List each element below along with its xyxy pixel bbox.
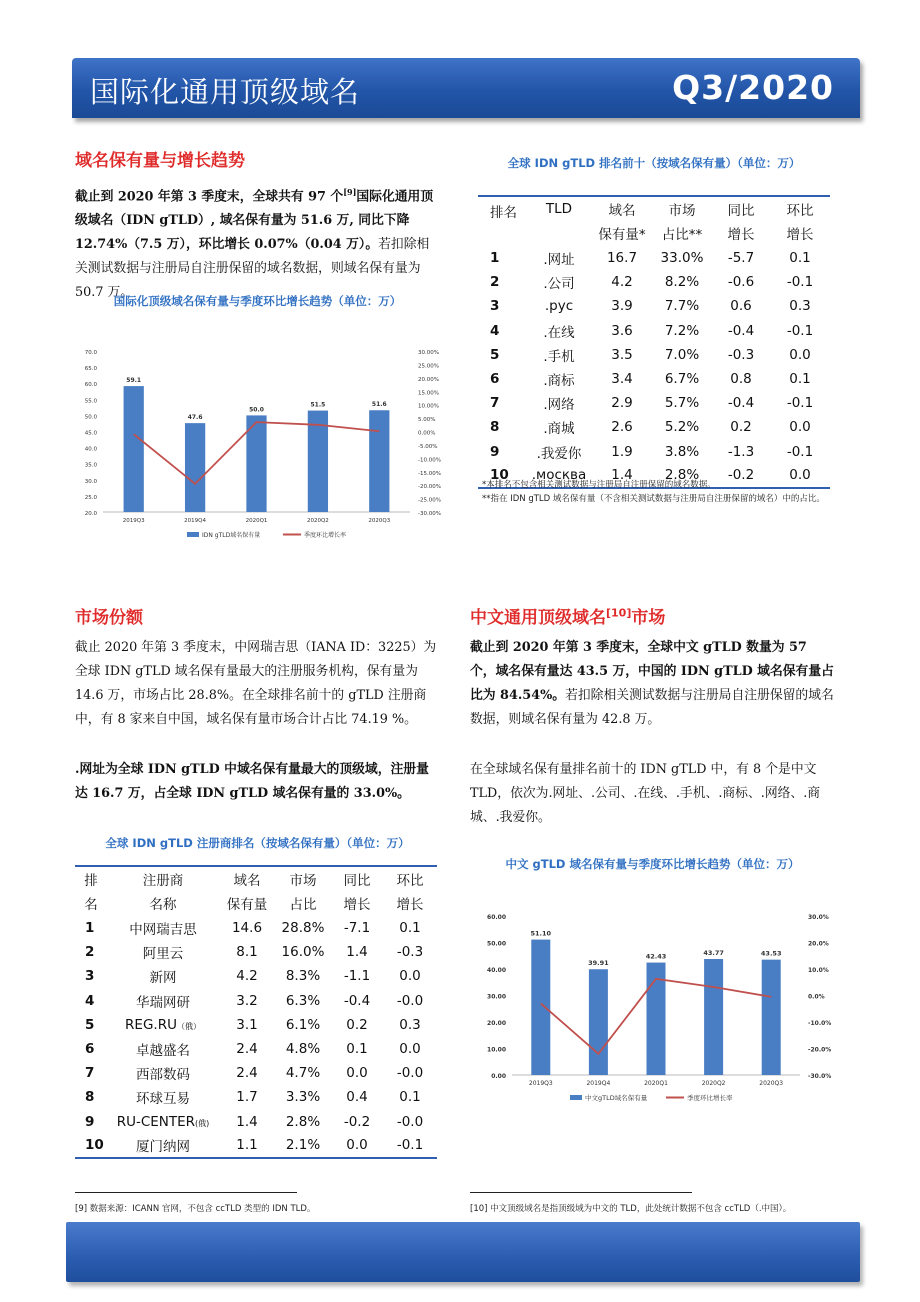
table1-cell: -0.1 xyxy=(786,274,814,291)
table2-cell: 中网瑞吉思 xyxy=(129,922,197,939)
y2-tick-label: -5.00% xyxy=(418,443,438,450)
table-row xyxy=(478,246,830,270)
table2-cell: 0.0 xyxy=(331,1134,383,1158)
y2-tick-label: 0.0% xyxy=(808,993,825,1001)
table1-cell: .рус xyxy=(544,298,574,315)
chart2-title: 中文 gTLD 域名保有量与季度环比增长趋势（单位：万） xyxy=(505,857,800,871)
table2-cell: 卓越盛名 xyxy=(136,1043,190,1060)
table2-cell: -1.1 xyxy=(343,968,371,985)
table2-cell: 0.3 xyxy=(399,1016,421,1033)
bar xyxy=(185,423,205,512)
legend-line-label: 季度环比增长率 xyxy=(687,1094,733,1102)
table1-cell: 3 xyxy=(490,298,500,315)
table2-cell: 0.0 xyxy=(399,1041,421,1058)
table1-cell: 33.0% xyxy=(660,250,704,267)
table1-cell: 8.2% xyxy=(664,274,700,291)
y2-tick-label: 10.0% xyxy=(808,967,829,974)
table1-cell: .我爱你 xyxy=(536,445,582,462)
th-qoq-2: 增长 xyxy=(786,227,814,243)
table2-cell: -0.4 xyxy=(343,992,371,1009)
table1-cell: -0.1 xyxy=(786,322,814,339)
y-tick-label: 55.0 xyxy=(84,398,97,405)
table2-cell: 新网 xyxy=(149,970,177,987)
th2-name-2: 名称 xyxy=(149,897,177,913)
table2-cell: 华瑞网研 xyxy=(136,994,190,1011)
bar xyxy=(704,959,723,1075)
th-holdings-2: 保有量* xyxy=(598,227,646,243)
bar-data-label: 43.53 xyxy=(760,949,782,958)
table2-cell: 6.3% xyxy=(285,992,321,1009)
table2-cell: RU-CENTER(俄) xyxy=(116,1113,210,1130)
market-share-paragraph: 截止 2020 年第 3 季度末，中网瑞吉思（IANA ID：3225）为全球 IDN gTLD 域名保有量最大的注册服务机构，保有量为 14.6 万，市场占比 28.8%。在全球排名前十的 gTLD 注册商中，有 8 家来自中国，域名保有量市场合计占比 74.19 %。 xyxy=(75,640,437,727)
table1-title: 全球 IDN gTLD 排名前十（按域名保有量）（单位：万） xyxy=(507,156,801,170)
table2-cell: 14.6 xyxy=(231,920,263,937)
table2-cell: 4.2 xyxy=(236,968,258,985)
table2-cell: 2 xyxy=(85,944,95,961)
x-tick-label: 2020Q1 xyxy=(644,1080,668,1087)
legend-bar-label: 中文gTLD域名保有量 xyxy=(585,1094,648,1102)
wangzhi-paragraph: .网址为全球 IDN gTLD 中域名保有量最大的顶级域，注册量达 16.7 万，占全球 IDN gTLD 域名保有量的 33.0%。 xyxy=(75,762,429,801)
y2-tick-label: -20.0% xyxy=(808,1046,832,1054)
y-tick-label: 20.0 xyxy=(84,511,97,517)
y-tick-label: 45.0 xyxy=(84,430,97,437)
table2-cell: -0.1 xyxy=(383,1134,437,1158)
table1-cell: 0.1 xyxy=(789,250,811,267)
table2-cell: 5 xyxy=(85,1016,95,1033)
table1-cell: -0.1 xyxy=(786,443,814,460)
table1-cell: -5.7 xyxy=(727,250,755,267)
table1-cell: 6 xyxy=(490,371,500,388)
x-tick-label: 2020Q3 xyxy=(759,1080,784,1087)
table-row xyxy=(75,964,437,988)
table-row xyxy=(75,940,437,964)
table1-note-1: *本排名不包含相关测试数据与注册局自注册保留的域名数据。 xyxy=(482,480,716,490)
table1-cell: -0.6 xyxy=(727,274,755,291)
th2-yoy-2: 增长 xyxy=(343,897,371,913)
table1-cell: 0.8 xyxy=(730,371,752,388)
footnote-rule-left xyxy=(75,1192,297,1193)
th-holdings-1: 域名 xyxy=(592,196,652,220)
table2-cell: 1.4 xyxy=(346,944,368,961)
y2-tick-label: 20.00% xyxy=(418,376,439,383)
top10-tld-table xyxy=(478,195,830,489)
table1-cell: 0.0 xyxy=(789,346,811,363)
table-row xyxy=(478,319,830,343)
table2-cell: 2.4 xyxy=(236,1065,258,1082)
table1-cell: -0.2 xyxy=(712,464,770,488)
table-row xyxy=(75,989,437,1013)
table2-cell: 2.1% xyxy=(275,1134,331,1158)
page-footer xyxy=(66,1222,860,1282)
y-tick-label: 10.00 xyxy=(487,1046,506,1054)
header-title: 国际化通用顶级域名 xyxy=(90,75,361,109)
x-tick-label: 2019Q3 xyxy=(528,1080,553,1087)
table1-cell: .商城 xyxy=(543,421,575,438)
table1-cell: 4 xyxy=(490,322,500,339)
y2-tick-label: 25.00% xyxy=(418,363,439,370)
table2-cell: -0.0 xyxy=(396,992,424,1009)
y-tick-label: 35.0 xyxy=(84,462,97,469)
table-row xyxy=(478,270,830,294)
th2-rank-1: 排 xyxy=(75,866,107,890)
table1-cell: .在线 xyxy=(543,324,575,341)
table-row xyxy=(478,343,830,367)
table1-cell: -0.4 xyxy=(727,395,755,412)
table2-cell: 西部数码 xyxy=(136,1067,190,1084)
table2-cell: 4 xyxy=(85,992,95,1009)
table2-cell: 0.4 xyxy=(346,1089,368,1106)
table2-cell: 10 xyxy=(75,1134,107,1158)
th-share-2: 占比** xyxy=(661,227,703,243)
table1-cell: -0.1 xyxy=(786,395,814,412)
chinese-top10-paragraph: 在全球域名保有量排名前十的 IDN gTLD 中，有 8 个是中文 TLD，依次为.网址、.公司、.在线、.手机、.商标、.网络、.商城、.我爱你。 xyxy=(470,762,821,825)
chart1-title: 国际化顶级域名保有量与季度环比增长趋势（单位：万） xyxy=(113,294,402,308)
table1-cell: 10 xyxy=(478,464,526,488)
section-title-chinese-gtld: 中文通用顶级域名[10]市场 xyxy=(470,606,666,628)
table2-cell: 0.1 xyxy=(346,1041,368,1058)
chinese-gtld-paragraph: 截止到 2020 年第 3 季度末，全球中文 gTLD 数量为 57 个，域名保有量达 43.5 万，中国的 IDN gTLD 域名保有量占比为 84.54%。若扣除相关测试数据与注册局自注册保留的域名数据，则域名保有量为 42.8 万。 xyxy=(470,640,834,727)
table2-cell: 1.4 xyxy=(236,1113,258,1130)
table1-cell: 1.4 xyxy=(592,464,652,488)
y2-tick-label: 0.00% xyxy=(418,430,436,437)
y-tick-label: 30.0 xyxy=(84,478,97,485)
x-tick-label: 2019Q4 xyxy=(184,518,207,524)
table2-cell: 0.1 xyxy=(399,1089,421,1106)
table2-cell: 3.2 xyxy=(236,992,258,1009)
table1-cell: 2.9 xyxy=(611,395,633,412)
table1-cell: -0.3 xyxy=(727,346,755,363)
table1-cell: 2 xyxy=(490,274,500,291)
th-tld: TLD xyxy=(526,196,592,246)
table1-cell: 7.0% xyxy=(664,346,700,363)
section-title-market-share: 市场份额 xyxy=(75,608,143,628)
bar xyxy=(369,410,389,512)
bar xyxy=(589,969,608,1075)
y-tick-label: 60.0 xyxy=(84,382,97,389)
table2-cell: -0.2 xyxy=(343,1113,371,1130)
table2-cell: 1.7 xyxy=(236,1089,258,1106)
table2-cell: -0.3 xyxy=(396,944,424,961)
table2-cell: 2.8% xyxy=(285,1113,321,1130)
legend-bar-swatch xyxy=(187,532,199,537)
y2-tick-label: -20.00% xyxy=(418,484,441,491)
table2-cell: 3 xyxy=(85,968,95,985)
legend-line-label: 季度环比增长率 xyxy=(304,532,347,539)
table1-cell: 0.0 xyxy=(789,419,811,436)
bar-data-label: 51.6 xyxy=(371,401,387,409)
table2-cell: 3.3% xyxy=(285,1089,321,1106)
table-row xyxy=(478,367,830,391)
table-row xyxy=(75,1061,437,1085)
table-row xyxy=(75,1013,437,1037)
x-tick-label: 2020Q2 xyxy=(306,518,329,524)
table1-cell: 7.2% xyxy=(664,322,700,339)
table-row xyxy=(478,415,830,439)
th2-share-2: 占比 xyxy=(289,897,317,913)
th2-name-1: 注册商 xyxy=(107,866,219,890)
table-row xyxy=(75,1110,437,1134)
chart1 xyxy=(75,340,450,550)
th2-holdings-2: 保有量 xyxy=(226,897,268,913)
y2-tick-label: 15.00% xyxy=(418,390,439,397)
y2-tick-label: -15.00% xyxy=(418,470,441,477)
table2-cell: 8.3% xyxy=(285,968,321,985)
y-tick-label: 65.0 xyxy=(84,366,97,373)
bar-data-label: 39.91 xyxy=(588,959,609,968)
table2-cell: 0.2 xyxy=(346,1016,368,1033)
th2-rank-2: 名 xyxy=(84,897,98,913)
table1-cell: 1 xyxy=(490,250,500,267)
table2-title: 全球 IDN gTLD 注册商排名（按域名保有量）（单位：万） xyxy=(105,836,410,850)
footnote-9: [9] 数据来源：ICANN 官网，不包含 ccTLD 类型的 IDN TLD。 xyxy=(75,1204,316,1214)
table1-cell: .商标 xyxy=(543,373,575,390)
table1-cell: 6.7% xyxy=(664,371,700,388)
table2-cell: 28.8% xyxy=(281,920,325,937)
table-row xyxy=(478,294,830,318)
footnote-rule-right xyxy=(470,1192,692,1193)
table1-cell: .网络 xyxy=(543,397,575,414)
table1-cell: .网址 xyxy=(543,252,575,269)
th-yoy-1: 同比 xyxy=(712,196,770,220)
th-yoy-2: 增长 xyxy=(727,227,755,243)
bar-data-label: 50.0 xyxy=(249,406,264,414)
table1-cell: 0.0 xyxy=(770,464,830,488)
bar-data-label: 47.6 xyxy=(187,414,203,422)
header-quarter: Q3/2020 xyxy=(672,68,834,107)
table1-cell: -1.3 xyxy=(727,443,755,460)
table1-cell: 5.7% xyxy=(664,395,700,412)
y-tick-label: 30.00 xyxy=(487,993,506,1001)
th-rank: 排名 xyxy=(478,196,526,246)
table1-cell: 1.9 xyxy=(611,443,633,460)
y-tick-label: 70.0 xyxy=(84,350,97,356)
registrar-table xyxy=(75,865,437,1159)
table-row xyxy=(478,440,830,464)
y2-tick-label: -10.0% xyxy=(808,1020,832,1027)
y2-tick-label: 20.0% xyxy=(808,940,829,948)
table1-cell: 2.8% xyxy=(652,464,712,488)
bar-data-label: 51.5 xyxy=(310,401,326,409)
table1-cell: 5.2% xyxy=(664,419,700,436)
table2-cell: -0.0 xyxy=(396,1113,424,1130)
table1-cell: 7.7% xyxy=(664,298,700,315)
x-tick-label: 2019Q3 xyxy=(122,518,145,524)
th2-qoq-2: 增长 xyxy=(396,897,424,913)
table1-cell: -0.4 xyxy=(727,322,755,339)
table2-cell: 7 xyxy=(85,1065,95,1082)
bar xyxy=(762,960,781,1075)
table2-cell: 1 xyxy=(85,920,95,937)
table1-cell: 7 xyxy=(490,395,500,412)
table-row xyxy=(75,1085,437,1109)
table2-cell: 8.1 xyxy=(236,944,258,961)
y2-tick-label: 5.00% xyxy=(418,417,436,424)
table2-cell: 6 xyxy=(85,1041,95,1058)
page-header xyxy=(72,58,860,118)
y-tick-label: 60.00 xyxy=(487,914,506,921)
y-tick-label: 25.0 xyxy=(84,494,97,501)
table1-cell: 0.1 xyxy=(789,371,811,388)
y-tick-label: 20.00 xyxy=(487,1020,506,1027)
table2-cell: 环球互易 xyxy=(136,1091,190,1108)
table1-cell: .москва xyxy=(526,464,592,488)
bar xyxy=(124,386,144,512)
table2-cell: 2.4 xyxy=(236,1041,258,1058)
table1-cell: 8 xyxy=(490,419,500,436)
table1-cell: .手机 xyxy=(543,348,575,365)
table1-cell: 3.9 xyxy=(611,298,633,315)
y2-tick-label: 10.00% xyxy=(418,403,439,410)
y-tick-label: 40.0 xyxy=(84,446,97,453)
x-tick-label: 2020Q1 xyxy=(245,518,268,524)
table2-cell: 8 xyxy=(85,1089,95,1106)
table1-cell: 0.2 xyxy=(730,419,752,436)
y2-tick-label: -30.00% xyxy=(418,511,441,517)
th2-qoq-1: 环比 xyxy=(383,866,437,890)
bar-data-label: 51.10 xyxy=(530,929,552,938)
table1-cell: 0.6 xyxy=(730,298,752,315)
table-row xyxy=(75,1037,437,1061)
x-tick-label: 2020Q3 xyxy=(368,518,391,524)
y2-tick-label: 30.00% xyxy=(418,350,439,356)
table1-cell: 9 xyxy=(490,443,500,460)
table1-cell: .公司 xyxy=(543,276,575,293)
x-tick-label: 2020Q2 xyxy=(701,1080,726,1087)
bar-data-label: 43.77 xyxy=(703,949,724,958)
table2-cell: 1.1 xyxy=(219,1134,275,1158)
legend-bar-label: IDN gTLD域名保有量 xyxy=(202,532,261,539)
table1-note-2: **指在 IDN gTLD 域名保有量（不含相关测试数据与注册局自注册保留的域名）中的占比。 xyxy=(482,494,825,504)
y2-tick-label: -30.0% xyxy=(808,1073,832,1080)
chart2 xyxy=(470,905,842,1120)
table-row xyxy=(75,916,437,940)
y-tick-label: 50.00 xyxy=(487,940,506,948)
table1-cell: 16.7 xyxy=(606,250,638,267)
y2-tick-label: -25.00% xyxy=(418,497,441,504)
th2-yoy-1: 同比 xyxy=(331,866,383,890)
table1-cell: 4.2 xyxy=(611,274,633,291)
table1-cell: 5 xyxy=(490,346,500,363)
table2-cell: 6.1% xyxy=(285,1016,321,1033)
table1-cell: 3.8% xyxy=(664,443,700,460)
table1-cell: 3.4 xyxy=(611,371,633,388)
table2-cell: -7.1 xyxy=(343,920,371,937)
y2-tick-label: 30.0% xyxy=(808,914,829,921)
table2-cell: 0.0 xyxy=(399,968,421,985)
x-tick-label: 2019Q4 xyxy=(586,1080,611,1087)
th-share-1: 市场 xyxy=(652,196,712,220)
table-row xyxy=(75,1134,437,1158)
table2-cell: 0.1 xyxy=(399,920,421,937)
y-tick-label: 0.00 xyxy=(491,1073,506,1080)
table1-cell: 0.3 xyxy=(789,298,811,315)
bar xyxy=(531,940,550,1075)
bar-data-label: 42.43 xyxy=(645,952,667,961)
table1-cell: 3.6 xyxy=(611,322,633,339)
table2-cell: 阿里云 xyxy=(142,946,184,963)
table1-cell: 3.5 xyxy=(611,346,633,363)
y-tick-label: 40.00 xyxy=(487,967,506,974)
table2-cell: 16.0% xyxy=(281,944,325,961)
table2-cell: 4.8% xyxy=(285,1041,321,1058)
table1-cell: 2.6 xyxy=(611,419,633,436)
table2-cell: 厦门纳网 xyxy=(107,1134,219,1158)
bar-data-label: 59.1 xyxy=(126,377,142,385)
table-row xyxy=(478,391,830,415)
table2-cell: REG.RU（俄） xyxy=(125,1016,201,1033)
y2-tick-label: -10.00% xyxy=(418,457,441,464)
footnote-10: [10] 中文顶级域名是指顶级域为中文的 TLD，此处统计数据不包含 ccTLD（.中国）。 xyxy=(470,1204,792,1214)
holdings-paragraph: 截止到 2020 年第 3 季度末，全球共有 97 个[9]国际化通用顶级域名（IDN gTLD）, 域名保有量为 51.6 万, 同比下降 12.74%（7.5 万），环比增长 0.07%（0.04 万）。若扣除相关测试数据与注册局自注册保留的域名数据，则域名保有量为 50.7 万。 xyxy=(75,187,434,301)
legend-bar-swatch xyxy=(570,1095,582,1100)
y-tick-label: 50.0 xyxy=(84,414,97,421)
th-qoq-1: 环比 xyxy=(770,196,830,220)
table2-cell: -0.0 xyxy=(396,1065,424,1082)
th2-share-1: 市场 xyxy=(275,866,331,890)
table2-cell: 9 xyxy=(85,1113,95,1130)
table2-cell: 4.7% xyxy=(285,1065,321,1082)
section-title-holdings: 域名保有量与增长趋势 xyxy=(75,151,245,171)
table2-cell: 0.0 xyxy=(346,1065,368,1082)
th2-holdings-1: 域名 xyxy=(219,866,275,890)
table2-cell: 3.1 xyxy=(236,1016,258,1033)
